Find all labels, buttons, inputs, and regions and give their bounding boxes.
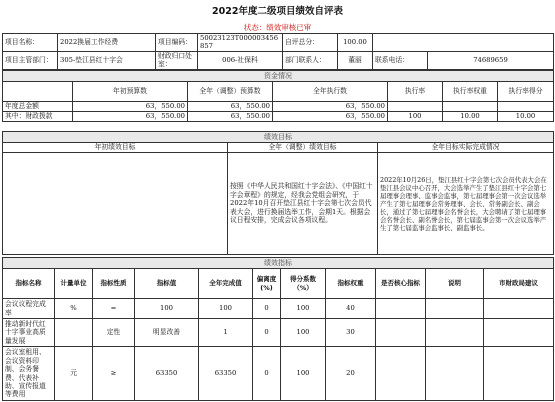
initial-goal-text xyxy=(3,153,228,255)
col-weight: 指标权重 xyxy=(326,269,376,299)
col-core: 是否核心指标 xyxy=(376,269,426,299)
col-actual-completion: 全年目标实际完成情况 xyxy=(378,143,554,153)
col-note: 说明 xyxy=(426,269,484,299)
funds-cell: 10.00 xyxy=(443,112,498,122)
indicator-name: 推动新时代红十字事业高质量发展 xyxy=(3,319,55,347)
funds-row-label: 年度总金额 xyxy=(3,102,73,112)
indicator-name: 会议室租用、会议资料印制、会务餐费、代表补助、宣传报道等费用 xyxy=(3,347,55,401)
funds-cell xyxy=(388,102,443,112)
project-info-table xyxy=(2,33,554,70)
funds-cell: 63，550.00 xyxy=(73,112,188,122)
indicator-actual: 1 xyxy=(199,319,253,347)
project-code-value: 50023123T000003456857 xyxy=(198,34,283,52)
indicator-target: 63350 xyxy=(135,347,199,401)
funds-cell: 63，550.00 xyxy=(188,112,273,122)
indicator-note xyxy=(426,299,484,319)
indicator-weight: 40 xyxy=(326,299,376,319)
finance-value: 006-社保科 xyxy=(198,51,283,69)
funds-row-label: 其中：财政拨款 xyxy=(3,112,73,122)
col-executed: 全年执行数 xyxy=(273,82,388,102)
indicator-unit: % xyxy=(55,299,93,319)
indicator-deviation: 0 xyxy=(253,299,281,319)
indicator-nature: 定性 xyxy=(93,319,135,347)
col-unit: 计量单位 xyxy=(55,269,93,299)
contact-label: 部门联系人： xyxy=(283,51,338,69)
col-nature: 指标性质 xyxy=(93,269,135,299)
actual-completion-text: 2022年10月26日，垫江县红十字会第七次会员代表大会在垫江县会议中心召开，大会选举产生了垫江县红十字会第七届理事会理事、监事会监事，第七届理事会第一次会议选举产生了第七届理事会常务理事、会长、常务副会长、副会长，通过了第七届理事会名誉会长，大会聘请了第七届理事会名誉会长、副名誉会长，第七届监事会第一次会议选举产生了第七届监事会监事长、副监事长。 xyxy=(378,153,554,255)
col-deviation: 偏离度(%) xyxy=(253,269,281,299)
funds-cell xyxy=(498,102,554,112)
funds-cell: 63，550.00 xyxy=(73,102,188,112)
dept-label: 项目主管部门： xyxy=(3,51,58,69)
funds-cell: 100 xyxy=(388,112,443,122)
funds-cell: 63，550.00 xyxy=(188,102,273,112)
dept-value: 305-垫江县红十字会 xyxy=(58,51,156,69)
indicator-core xyxy=(376,299,426,319)
project-name-label: 项目名称： xyxy=(3,34,58,52)
indicator-unit xyxy=(55,319,93,347)
indicator-note xyxy=(426,319,484,347)
score-label: 自评总分： xyxy=(283,34,338,52)
indicator-deviation: 0 xyxy=(253,319,281,347)
indicator-coefficient: 100 xyxy=(281,347,326,401)
indicator-deviation: 0 xyxy=(253,347,281,401)
indicator-core xyxy=(376,347,426,401)
funds-cell xyxy=(443,102,498,112)
indicators-table xyxy=(2,257,554,401)
project-name-value: 2022换届工作经费 xyxy=(58,34,156,52)
goals-section-header: 绩效目标 xyxy=(3,132,554,143)
score-spacer xyxy=(373,34,554,52)
indicator-advice xyxy=(484,319,554,347)
col-initial-budget: 年初预算数 xyxy=(73,82,188,102)
finance-label: 财政归口处室： xyxy=(156,51,198,69)
funds-corner xyxy=(3,82,73,102)
project-code-label: 项目编码： xyxy=(156,34,198,52)
col-adjusted-budget: 全年（调整）预算数 xyxy=(188,82,273,102)
indicator-coefficient: 100 xyxy=(281,299,326,319)
indicators-section-header: 绩效指标 xyxy=(3,258,554,269)
col-coefficient: 得分系数（%） xyxy=(281,269,326,299)
col-indicator-name: 指标名称 xyxy=(3,269,55,299)
indicator-name: 会议议程完成率 xyxy=(3,299,55,319)
indicator-nature: = xyxy=(93,299,135,319)
funds-cell: 63，550.00 xyxy=(273,112,388,122)
col-target: 指标值 xyxy=(135,269,199,299)
col-rate-score: 执行率得分 xyxy=(498,82,554,102)
indicator-actual: 100 xyxy=(199,299,253,319)
col-initial-goal: 年初绩效目标 xyxy=(3,143,228,153)
indicator-weight: 20 xyxy=(326,347,376,401)
col-advice: 市财政局建议 xyxy=(484,269,554,299)
indicator-advice xyxy=(484,299,554,319)
indicator-note xyxy=(426,347,484,401)
phone-value: 74689659 xyxy=(428,51,554,69)
indicator-unit: 元 xyxy=(55,347,93,401)
goals-table xyxy=(2,131,554,255)
col-rate: 执行率 xyxy=(388,82,443,102)
col-adjusted-goal: 全年（调整）绩效目标 xyxy=(228,143,378,153)
phone-label: 联系电话： xyxy=(373,51,428,69)
funds-table xyxy=(2,70,554,122)
col-rate-weight: 执行率权重 xyxy=(443,82,498,102)
contact-value: 董丽 xyxy=(338,51,373,69)
funds-section-header: 资金情况 xyxy=(3,71,554,82)
col-actual: 全年完成值 xyxy=(199,269,253,299)
indicator-actual: 63350 xyxy=(199,347,253,401)
indicator-core xyxy=(376,319,426,347)
indicator-target: 明显改善 xyxy=(135,319,199,347)
indicator-coefficient: 100 xyxy=(281,319,326,347)
indicator-weight: 30 xyxy=(326,319,376,347)
status-badge: 状态：绩效审核已审 xyxy=(243,23,312,32)
adjusted-goal-text: 按照《中华人民共和国红十字会法》、《中国红十字会章程》的规定，经我会党组会研究，于2022年10月召开垫江县红十字会第七次会员代表大会，进行换届选举工作，会期1天。根据会议日程安排，完成会议各项议程。 xyxy=(228,153,378,255)
score-value: 100.00 xyxy=(338,34,373,52)
funds-cell: 63，550.00 xyxy=(273,102,388,112)
indicator-advice xyxy=(484,347,554,401)
page-title: 2022年度二级项目绩效自评表 xyxy=(212,6,343,17)
funds-cell: 10.00 xyxy=(498,112,554,122)
indicator-target: 100 xyxy=(135,299,199,319)
indicator-nature: ≥ xyxy=(93,347,135,401)
